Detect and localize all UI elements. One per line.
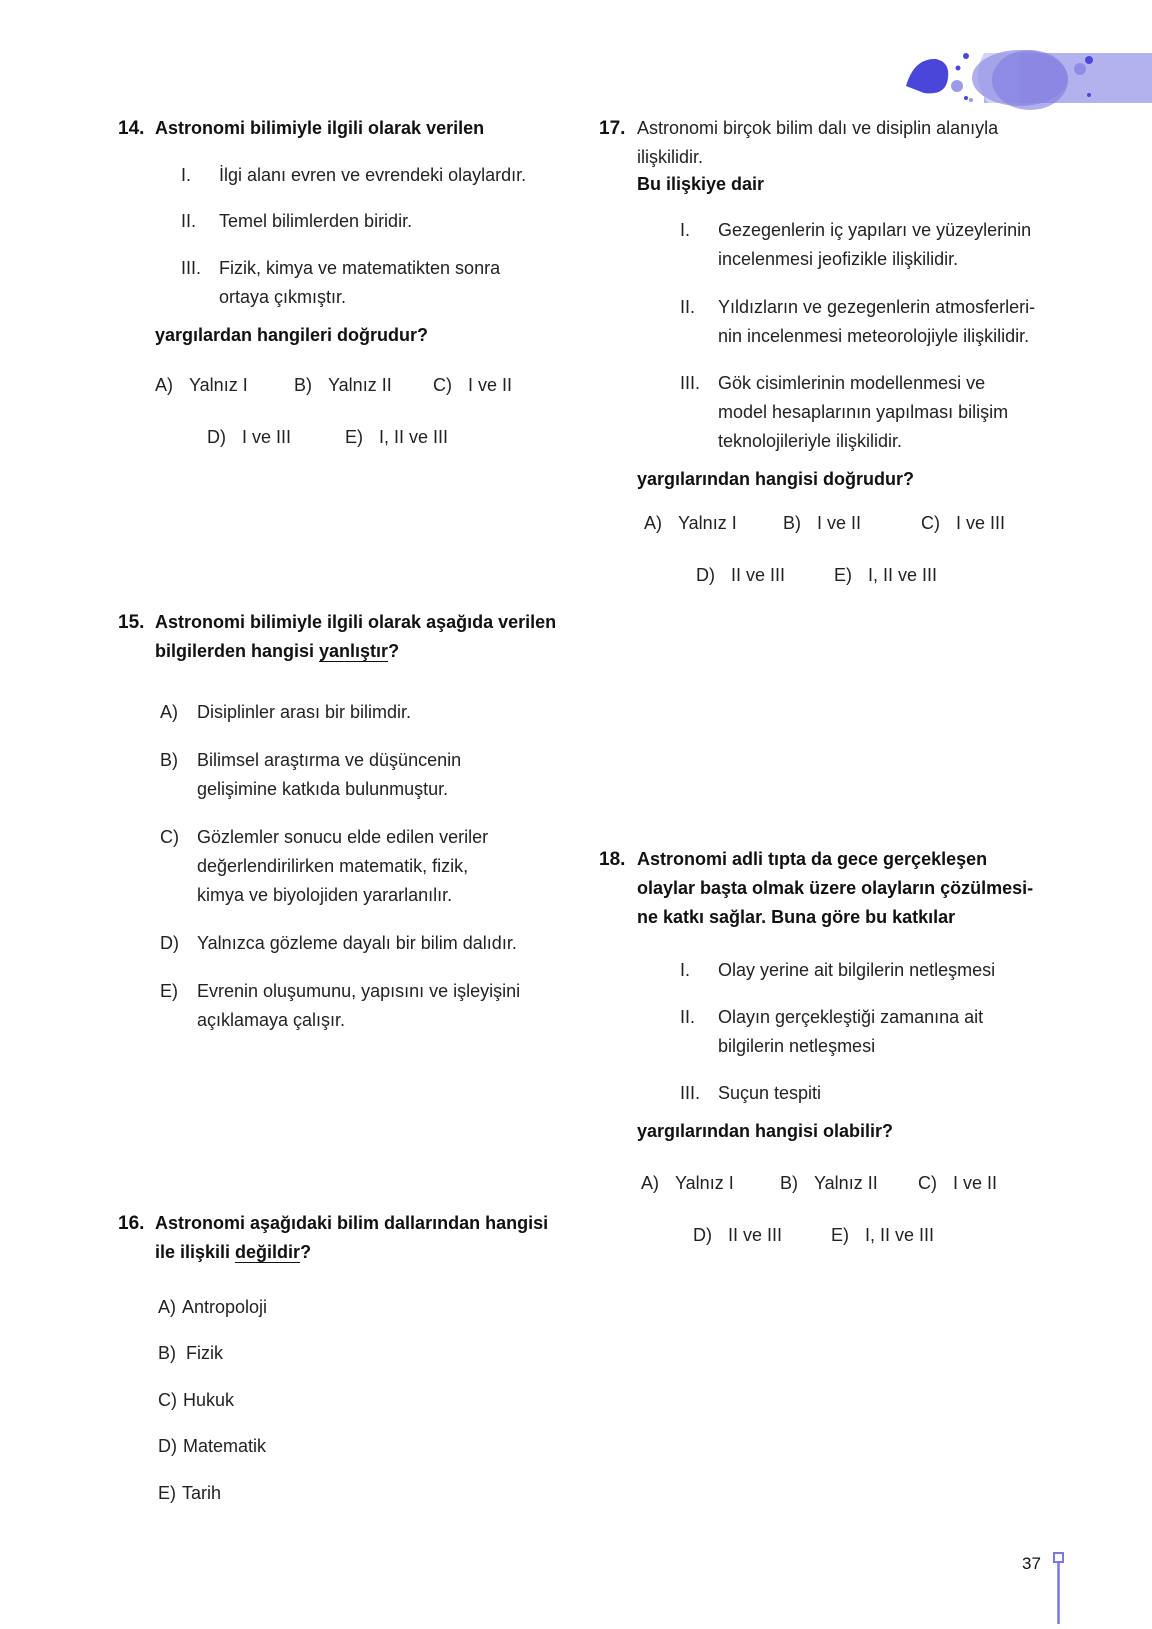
option-label: E) [834,565,852,585]
option-text: Disiplinler arası bir bilimdir. [197,702,412,722]
question-stem: Astronomi aşağıdaki bilim dallarından hangisi [155,1213,549,1233]
statement-text: Gök cisimlerinin modellenmesi ve [718,373,986,393]
option-label: D) [696,565,715,585]
option-text: kimya ve biyolojiden yararlanılır. [197,885,453,905]
option-text: I, II ve III [868,565,938,585]
statement-number: I. [680,220,691,240]
option-b[interactable] [780,1173,878,1194]
stem-text: ? [388,641,400,661]
option-text: II ve III [731,565,786,585]
option-text: gelişimine katkıda bulunmuştur. [197,779,449,799]
option-label: C) [921,513,940,533]
option-label: C) [918,1173,937,1193]
statement-text: Temel bilimlerden biridir. [219,211,413,231]
question-stem-line2 [155,1238,311,1267]
page-number: 37 [1022,1554,1041,1573]
page-marker-icon [1052,1552,1066,1624]
option-label: D) [207,427,226,447]
option-text: I ve III [956,513,1006,533]
option-text: I ve II [468,375,513,395]
statement-text: teknolojileriyle ilişkilidir. [718,431,903,451]
question-stem-line2 [155,637,399,666]
option-text: I, II ve III [865,1225,935,1245]
option-text: Yalnız I [678,513,737,533]
option-c[interactable] [918,1173,997,1194]
option-d[interactable] [160,929,560,958]
option-d[interactable] [158,1436,266,1457]
statement-item [680,369,1080,456]
question-number: 16. [118,1213,145,1234]
option-label: E) [158,1483,176,1503]
statement-text: bilgilerin netleşmesi [718,1036,876,1056]
option-label: D) [160,933,179,953]
option-label: A) [160,702,178,722]
option-text: II ve III [728,1225,783,1245]
option-a[interactable] [641,1173,734,1194]
option-label: C) [160,827,179,847]
blob-bubbles-icon [900,40,1152,120]
option-text: Yalnız II [814,1173,878,1193]
statement-number: II. [680,1007,696,1027]
option-label: C) [158,1390,177,1410]
statement-text: İlgi alanı evren ve evrendeki olaylardır. [219,165,527,185]
question-prompt: yargılarından hangisi olabilir? [637,1121,894,1141]
option-a[interactable] [644,513,737,534]
option-text: I, II ve III [379,427,449,447]
option-label: A) [155,375,173,395]
question-prompt: yargılardan hangileri doğrudur? [155,325,429,345]
option-a[interactable] [158,1297,267,1318]
statement-item [680,1079,1080,1108]
statement-text: Fizik, kimya ve matematikten sonra [219,258,501,278]
option-text: Yalnız I [189,375,248,395]
option-label: A) [158,1297,176,1317]
option-text: I ve II [953,1173,998,1193]
question-stem: Astronomi bilimiyle ilgili olarak aşağıda verilen [155,612,557,632]
option-label: E) [160,981,178,1001]
option-text: I ve III [242,427,292,447]
statement-item [680,956,1080,985]
question-number: 15. [118,612,145,633]
statement-number: III. [181,258,202,278]
option-text: Hukuk [183,1390,235,1410]
option-label: A) [641,1173,659,1193]
statement-text: nin incelenmesi meteorolojiyle ilişkilidir. [718,326,1030,346]
question-stem: Astronomi adli tıpta da gece gerçekleşen [637,849,988,869]
statement-number: II. [680,297,696,317]
statement-number: I. [680,960,691,980]
option-b[interactable] [294,375,392,396]
statement-item [680,1003,1080,1061]
emphasized-word: yanlıştır [319,641,389,661]
option-b[interactable] [158,1343,223,1364]
option-label: B) [294,375,312,395]
statement-text: Gezegenlerin iç yapıları ve yüzeylerinin [718,220,1032,240]
option-c[interactable] [433,375,512,396]
option-c[interactable] [921,513,1005,534]
statement-number: I. [181,165,192,185]
option-d[interactable] [693,1225,782,1246]
emphasized-word: değildir [235,1242,301,1262]
question-stem-line2: olaylar başta olmak üzere olayların çözülmesi- [637,878,1034,898]
statement-text: Yıldızların ve gezegenlerin atmosferleri- [718,297,1036,317]
question-stem: Astronomi birçok bilim dalı ve disiplin alanıyla [637,118,999,138]
option-a[interactable] [155,375,248,396]
statement-text: Olayın gerçekleştiği zamanına ait [718,1007,984,1027]
question-number: 14. [118,118,145,139]
statement-number: II. [181,211,197,231]
question-stem-line3: Bu ilişkiye dair [637,174,765,194]
statement-text: model hesaplarının yapılması bilişim [718,402,1009,422]
option-text: Yalnız I [675,1173,734,1193]
statement-number: III. [680,1083,701,1103]
option-text: I ve II [817,513,862,533]
statement-item [181,161,561,190]
option-label: D) [693,1225,712,1245]
statement-item [680,216,1080,274]
option-label: D) [158,1436,177,1456]
statement-text: incelenmesi jeofizikle ilişkilidir. [718,249,959,269]
stem-text: ile ilişkili [155,1242,236,1262]
option-label: B) [160,750,178,770]
question-number: 17. [599,118,626,139]
stem-text: ? [300,1242,312,1262]
option-label: E) [831,1225,849,1245]
option-e[interactable] [158,1483,221,1504]
question-stem: Astronomi bilimiyle ilgili olarak verilen [155,118,485,138]
option-e[interactable] [831,1225,934,1246]
option-d[interactable] [696,565,785,586]
option-text: Bilimsel araştırma ve düşüncenin [197,750,462,770]
option-c[interactable] [160,823,560,910]
option-text: Tarih [182,1483,222,1503]
option-c[interactable] [158,1390,234,1411]
option-b[interactable] [783,513,861,534]
statement-item [181,254,561,312]
option-text: Matematik [183,1436,267,1456]
stem-text: bilgilerden hangisi [155,641,320,661]
option-text: Yalnızca gözleme dayalı bir bilim dalıdır. [197,933,517,953]
option-text: Gözlemler sonucu elde edilen veriler [197,827,489,847]
option-text: Fizik [186,1343,223,1363]
option-e[interactable] [345,427,448,448]
option-text: Yalnız II [328,375,392,395]
statement-item [181,207,561,236]
option-label: B) [780,1173,798,1193]
question-number: 18. [599,849,626,870]
option-text: Antropoloji [182,1297,268,1317]
statement-text: Suçun tespiti [718,1083,822,1103]
option-e[interactable] [834,565,937,586]
header-decoration [900,40,1152,120]
option-text: Evrenin oluşumunu, yapısını ve işleyişini [197,981,521,1001]
question-stem-line2: ilişkilidir. [637,147,704,167]
statement-text: ortaya çıkmıştır. [219,287,347,307]
option-text: açıklamaya çalışır. [197,1010,346,1030]
question-stem-line3: ne katkı sağlar. Buna göre bu katkılar [637,907,956,927]
option-b[interactable] [160,746,560,804]
option-d[interactable] [207,427,291,448]
question-prompt: yargılarından hangisi doğrudur? [637,469,915,489]
statement-number: III. [680,373,701,393]
option-label: B) [783,513,801,533]
statement-item [680,293,1080,351]
option-label: C) [433,375,452,395]
option-e[interactable] [160,977,560,1035]
option-label: B) [158,1343,176,1363]
statement-text: Olay yerine ait bilgilerin netleşmesi [718,960,996,980]
option-label: A) [644,513,662,533]
option-text: değerlendirilirken matematik, fizik, [197,856,469,876]
option-a[interactable] [160,698,560,727]
option-label: E) [345,427,363,447]
